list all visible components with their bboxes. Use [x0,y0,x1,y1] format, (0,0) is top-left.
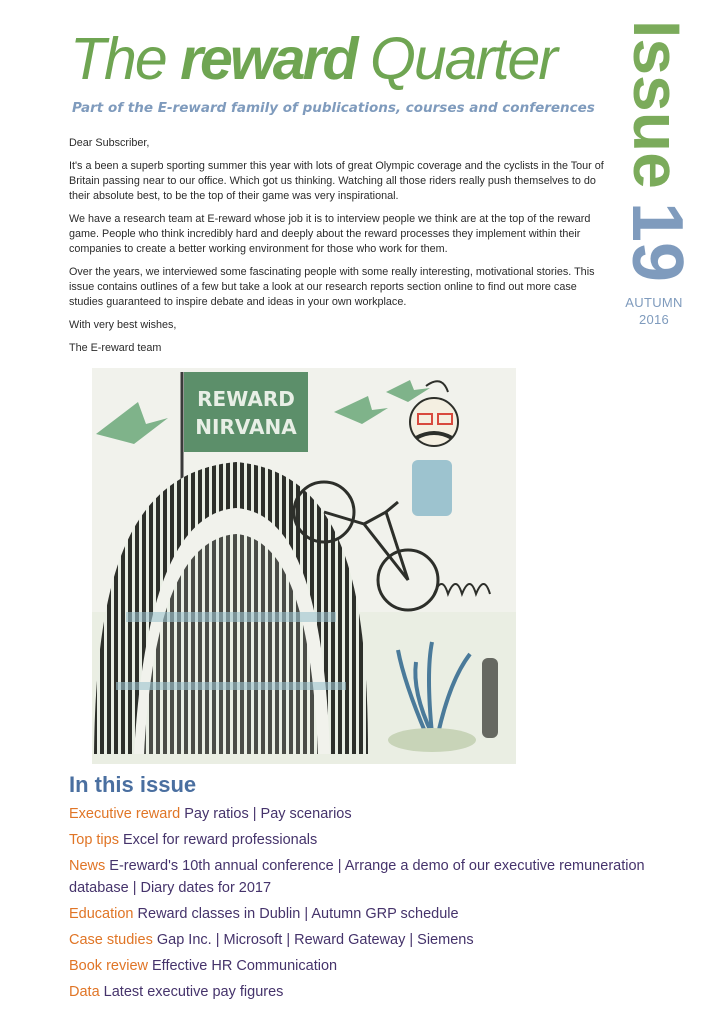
contents-item [69,929,669,951]
contents-list [69,803,669,1007]
contents-heading: In this issue [69,772,197,797]
issue-date [612,294,696,328]
contents-section-items: Excel for reward professionals [123,832,318,848]
contents-section-label: Case studies [69,932,153,948]
flag-text-line-2: NIRVANA [195,415,297,439]
contents-section-items: Reward classes in Dublin | Autumn GRP schedule [137,906,459,922]
letter-greeting: Dear Subscriber, [69,137,150,149]
editor-letter [69,136,609,364]
contents-section-items: Latest executive pay figures [103,984,284,1000]
contents-item [69,803,669,825]
contents-section-label: Executive reward [69,806,181,822]
contents-item [69,903,669,925]
contents-item [69,855,669,899]
contents-item [69,829,669,851]
title-bold-word: reward [180,26,356,92]
contents-section-items: Pay ratios | Pay scenarios [184,806,352,822]
issue-badge [612,20,702,320]
letter-paragraph: Over the years, we interviewed some fascinating people with some really interesting, motivational stories. This issue contains outlines of a few but take a look at our research reports section online to find out more case studies guaranteed to inspire debate and ideas in your own workplace. [69,266,595,308]
contents-item [69,955,669,977]
title-part-1: The [70,26,181,92]
issue-label: Issue [620,20,694,189]
contents-section-items: E-reward's 10th annual conference | Arrange a demo of our executive remuneration database | Diary dates for 2017 [69,858,645,896]
masthead-tagline: Part of the E-reward family of publications, courses and conferences [72,100,595,116]
cyclist-illustration [86,362,526,772]
issue-season: AUTUMN [625,295,683,310]
issue-number: 19 [617,202,697,283]
contents-section-label: Top tips [69,832,119,848]
title-part-2: Quarter [355,26,556,92]
contents-item [69,981,669,1003]
letter-signature: The E-reward team [69,342,162,354]
reward-nirvana-flag [184,372,308,452]
contents-section-label: Data [69,984,100,1000]
contents-section-items: Effective HR Communication [152,958,338,974]
letter-signoff: With very best wishes, [69,319,177,331]
letter-paragraph: We have a research team at E-reward whose job it is to interview people we think are at the top of the reward game. People who think incredibly hard and deeply about the reward processes they implement within their companies to create a better working environment for those who work for them. [69,213,591,255]
masthead-title [70,24,610,94]
issue-year: 2016 [638,312,670,327]
letter-paragraph: It's a been a superb sporting summer this year with lots of great Olympic coverage and the cyclists in the Tour of Britain passing near to our office. Which got us thinking. Watching all those riders really push themselves to do their absolute best, to be the top of their game was very inspirational. [69,160,604,202]
contents-section-label: Education [69,906,134,922]
contents-section-label: Book review [69,958,148,974]
flag-text-line-1: REWARD [197,387,295,411]
contents-section-label: News [69,858,106,874]
contents-section-items: Gap Inc. | Microsoft | Reward Gateway | Siemens [156,932,474,948]
